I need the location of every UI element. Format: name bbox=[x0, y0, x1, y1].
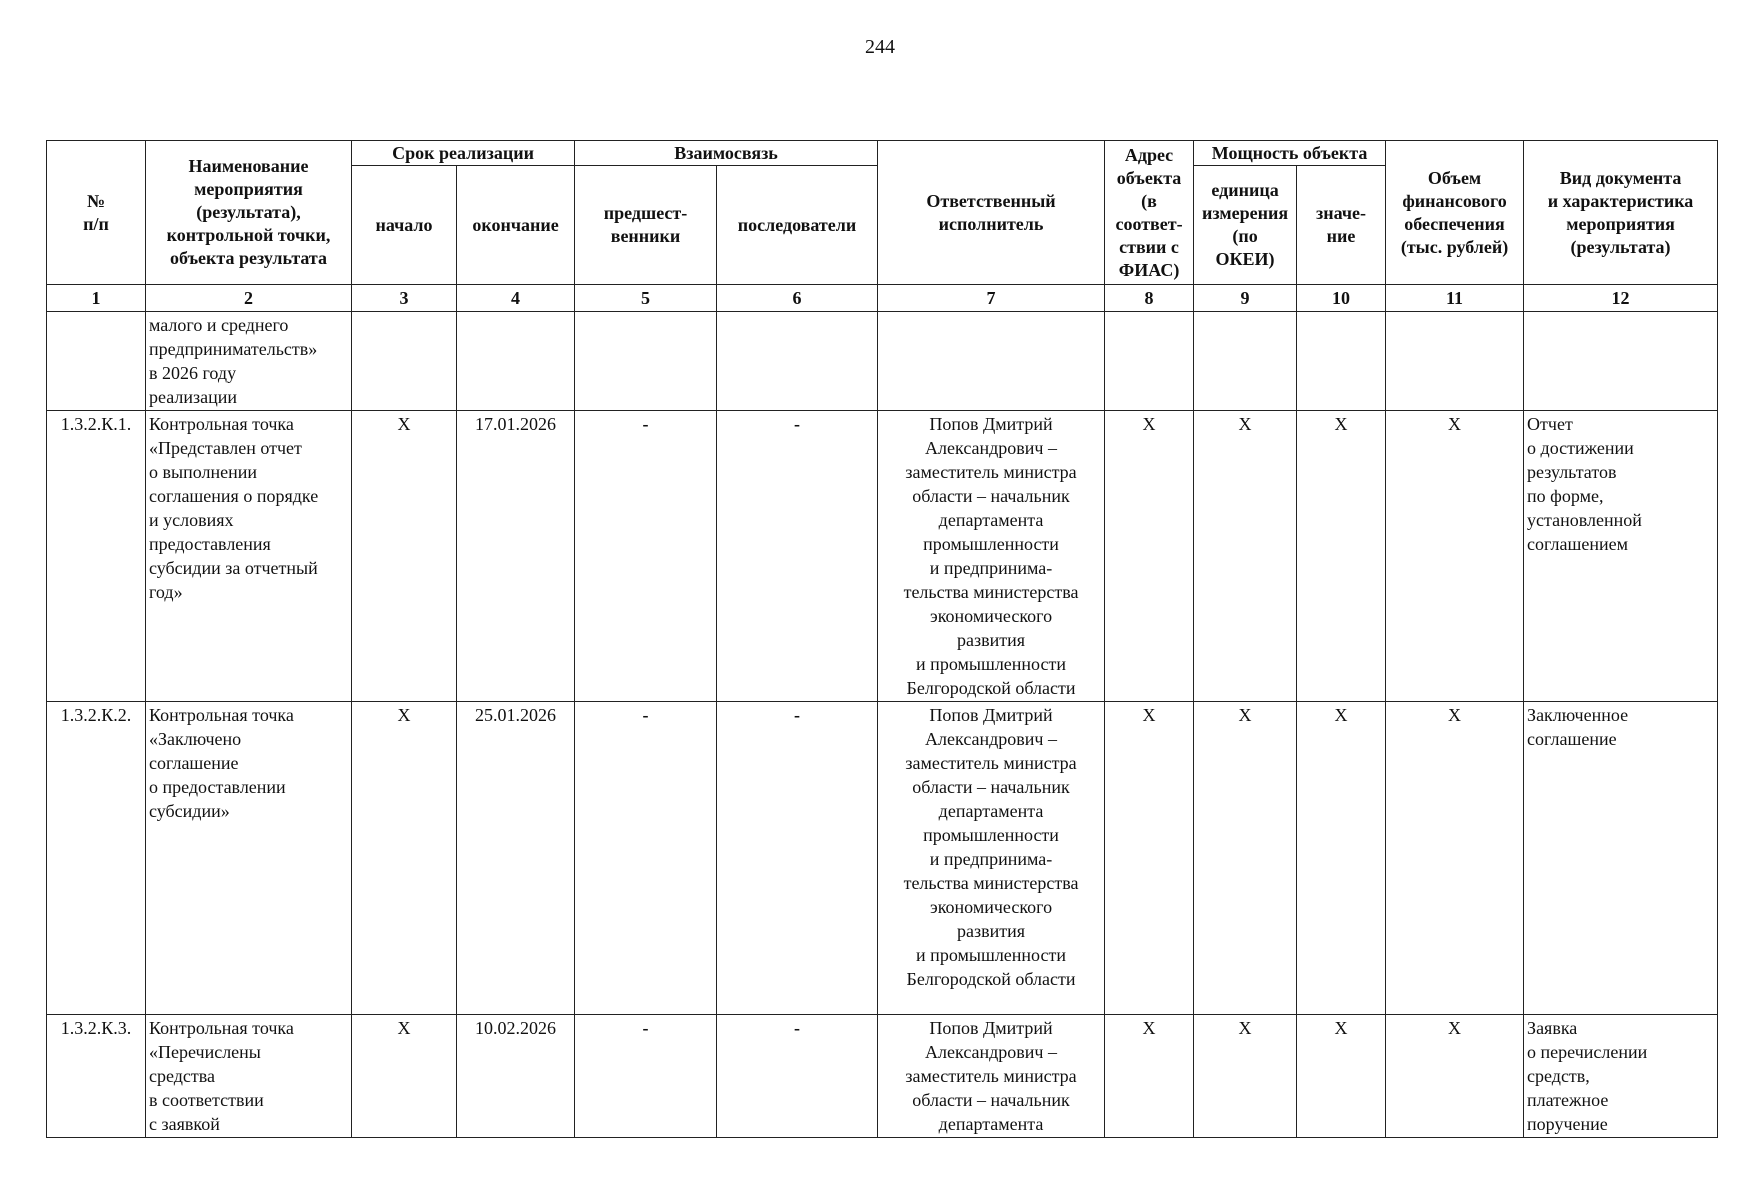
cell-value: Х bbox=[1297, 702, 1386, 1015]
cell-start bbox=[352, 312, 457, 411]
cell-succ: - bbox=[717, 702, 878, 1015]
column-number: 8 bbox=[1105, 285, 1194, 312]
cell-end: 25.01.2026 bbox=[457, 702, 575, 1015]
cell-finance: Х bbox=[1386, 702, 1524, 1015]
cell-end: 10.02.2026 bbox=[457, 1015, 575, 1138]
header-end: окончание bbox=[457, 166, 575, 285]
header-unit: единица измерения (по ОКЕИ) bbox=[1194, 166, 1297, 285]
column-number: 3 bbox=[352, 285, 457, 312]
cell-succ: - bbox=[717, 1015, 878, 1138]
column-number: 6 bbox=[717, 285, 878, 312]
header-address: Адрес объекта (в соответ- ствии с ФИАС) bbox=[1105, 141, 1194, 285]
cell-doc: Заявка о перечислении средств, платежное поручение bbox=[1524, 1015, 1718, 1138]
header-doc-type: Вид документа и характеристика мероприятия (результата) bbox=[1524, 141, 1718, 285]
column-number-row bbox=[47, 285, 1718, 312]
cell-unit: Х bbox=[1194, 411, 1297, 702]
cell-end: 17.01.2026 bbox=[457, 411, 575, 702]
cell-start: Х bbox=[352, 1015, 457, 1138]
header-link-group: Взаимосвязь bbox=[575, 141, 878, 166]
cell-value bbox=[1297, 312, 1386, 411]
cell-end bbox=[457, 312, 575, 411]
cell-value: Х bbox=[1297, 1015, 1386, 1138]
cell-start: Х bbox=[352, 702, 457, 1015]
table-row bbox=[47, 702, 1718, 1015]
cell-num bbox=[47, 312, 146, 411]
column-number: 5 bbox=[575, 285, 717, 312]
header-start: начало bbox=[352, 166, 457, 285]
header-value: значе- ние bbox=[1297, 166, 1386, 285]
continuation-row bbox=[47, 312, 1718, 411]
column-number: 4 bbox=[457, 285, 575, 312]
cell-succ: - bbox=[717, 411, 878, 702]
header-capacity-group: Мощность объекта bbox=[1194, 141, 1386, 166]
cell-unit: Х bbox=[1194, 702, 1297, 1015]
cell-address bbox=[1105, 312, 1194, 411]
column-number: 11 bbox=[1386, 285, 1524, 312]
table-row bbox=[47, 1015, 1718, 1138]
header-name: Наименование мероприятия (результата), контрольной точки, объекта результата bbox=[146, 141, 352, 285]
table-header bbox=[47, 141, 1718, 312]
cell-pred bbox=[575, 312, 717, 411]
cell-finance: Х bbox=[1386, 1015, 1524, 1138]
cell-responsible bbox=[878, 312, 1105, 411]
header-responsible: Ответственный исполнитель bbox=[878, 141, 1105, 285]
plan-table bbox=[46, 140, 1718, 1138]
page-number: 244 bbox=[865, 36, 895, 58]
cell-finance bbox=[1386, 312, 1524, 411]
cell-finance: Х bbox=[1386, 411, 1524, 702]
cell-name: малого и среднего предпринимательств» в 2026 году реализации bbox=[146, 312, 352, 411]
cell-responsible: Попов Дмитрий Александрович – заместитель министра области – начальник департамента промышленности и предпринима- тельства министерства экономического развития и промышленности Белгородской области bbox=[878, 702, 1105, 1015]
column-number: 9 bbox=[1194, 285, 1297, 312]
cell-address: Х bbox=[1105, 411, 1194, 702]
cell-responsible: Попов Дмитрий Александрович – заместитель министра области – начальник департамента bbox=[878, 1015, 1105, 1138]
cell-unit: Х bbox=[1194, 1015, 1297, 1138]
cell-doc: Заключенное соглашение bbox=[1524, 702, 1718, 1015]
cell-pred: - bbox=[575, 1015, 717, 1138]
cell-num: 1.3.2.К.3. bbox=[47, 1015, 146, 1138]
cell-name: Контрольная точка «Перечислены средства в соответствии с заявкой bbox=[146, 1015, 352, 1138]
cell-responsible: Попов Дмитрий Александрович – заместитель министра области – начальник департамента промышленности и предпринима- тельства министерства экономического развития и промышленности Белгородской области bbox=[878, 411, 1105, 702]
cell-pred: - bbox=[575, 702, 717, 1015]
cell-address: Х bbox=[1105, 1015, 1194, 1138]
cell-num: 1.3.2.К.1. bbox=[47, 411, 146, 702]
cell-unit bbox=[1194, 312, 1297, 411]
column-number: 2 bbox=[146, 285, 352, 312]
header-term-group: Срок реализации bbox=[352, 141, 575, 166]
header-succ: последователи bbox=[717, 166, 878, 285]
column-number: 1 bbox=[47, 285, 146, 312]
table-row bbox=[47, 411, 1718, 702]
header-finance: Объем финансового обеспечения (тыс. рублей) bbox=[1386, 141, 1524, 285]
cell-doc bbox=[1524, 312, 1718, 411]
cell-num: 1.3.2.К.2. bbox=[47, 702, 146, 1015]
cell-address: Х bbox=[1105, 702, 1194, 1015]
cell-pred: - bbox=[575, 411, 717, 702]
cell-name: Контрольная точка «Заключено соглашение о предоставлении субсидии» bbox=[146, 702, 352, 1015]
header-pred: предшест- венники bbox=[575, 166, 717, 285]
column-number: 10 bbox=[1297, 285, 1386, 312]
cell-doc: Отчет о достижении результатов по форме, установленной соглашением bbox=[1524, 411, 1718, 702]
cell-succ bbox=[717, 312, 878, 411]
column-number: 7 bbox=[878, 285, 1105, 312]
cell-value: Х bbox=[1297, 411, 1386, 702]
cell-start: Х bbox=[352, 411, 457, 702]
header-num: № п/п bbox=[47, 141, 146, 285]
column-number: 12 bbox=[1524, 285, 1718, 312]
cell-name: Контрольная точка «Представлен отчет о выполнении соглашения о порядке и условиях предоставления субсидии за отчетный год» bbox=[146, 411, 352, 702]
